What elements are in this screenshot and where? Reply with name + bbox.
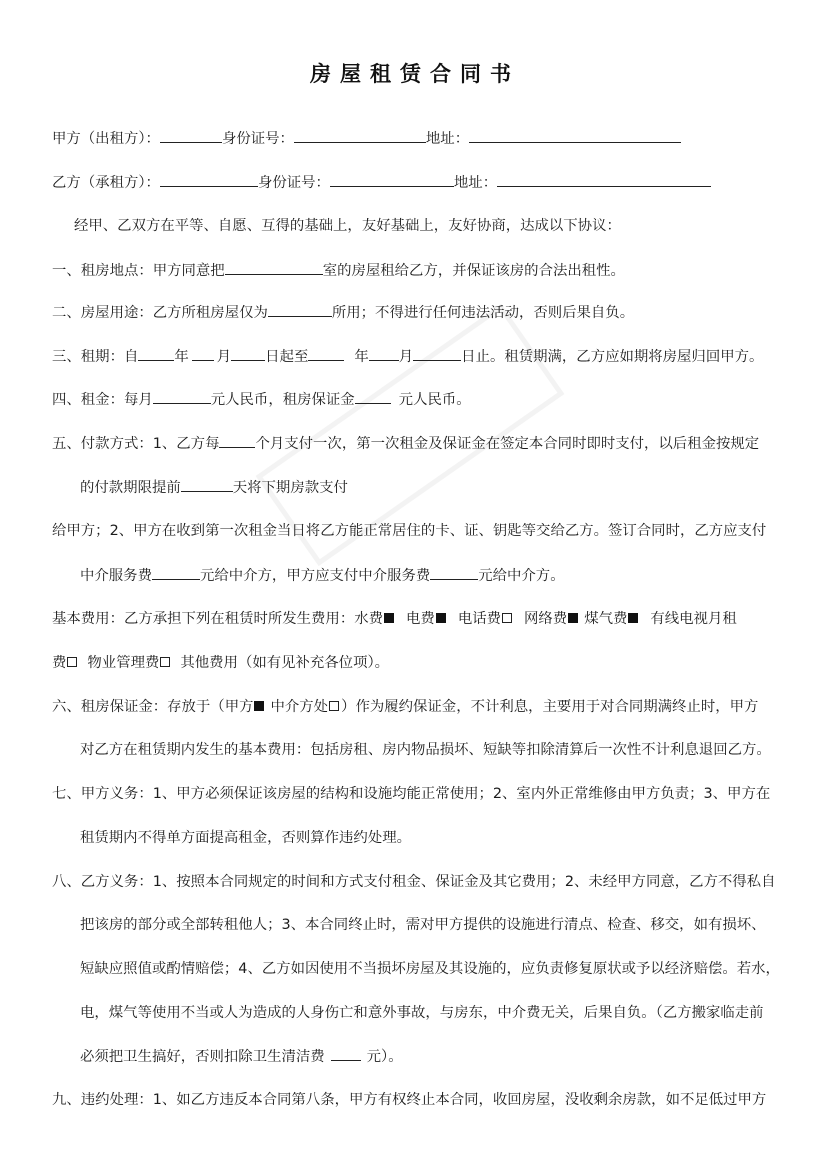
fee-phone-label: 电话费	[457, 611, 501, 627]
clause-5-text-f: 中介服务费	[80, 568, 152, 584]
pay-months-blank[interactable]	[219, 433, 255, 448]
party-b-line	[52, 172, 711, 193]
clause-5-text-h: 元给中介方。	[478, 568, 565, 584]
clause-2-text-a: 二、房屋用途：乙方所租房屋仅为	[52, 305, 268, 321]
party-b-name-blank[interactable]	[160, 172, 258, 187]
fee-net-label: 网络费	[524, 611, 568, 627]
fee-phone-checkbox[interactable]	[502, 613, 512, 623]
clause-7-line-2: 租赁期内不得单方面提高租金，否则算作违约处理。	[80, 830, 411, 846]
clause-8-text-e: 必须把卫生搞好，否则扣除卫生清洁费	[80, 1049, 325, 1065]
clause-5-line-4	[80, 565, 565, 586]
fee-gas-checkbox[interactable]	[628, 613, 638, 623]
tenant-agency-fee-blank[interactable]	[152, 565, 200, 580]
clause-7-line-1: 七、甲方义务：1、甲方必须保证该房屋的结构和设施均能正常使用；2、室内外正常维修由甲方负责；3、甲方在	[52, 786, 771, 802]
clause-3-month2: 月	[398, 349, 414, 365]
fee-gas-label: 煤气费	[584, 611, 628, 627]
end-day-blank[interactable]	[413, 346, 461, 361]
clause-6-line-1	[52, 697, 758, 717]
clause-8-text-f: 元）。	[366, 1049, 403, 1065]
fee-property-checkbox[interactable]	[160, 657, 170, 667]
fees-line-1	[52, 609, 737, 629]
clause-3-from: 日起至	[265, 349, 309, 365]
end-month-blank[interactable]	[369, 346, 399, 361]
clause-8-line-4: 电，煤气等使用不当或人为造成的人身伤亡和意外事故，与房东，中介费无关，后果自负。（乙方搬家临走前	[80, 1005, 764, 1021]
fee-power-checkbox[interactable]	[436, 613, 446, 623]
party-a-address-blank[interactable]	[469, 128, 681, 143]
fees-lead: 基本费用：乙方承担下列在租赁时所发生费用：	[52, 611, 355, 627]
party-a-label: 甲方（出租方）：	[52, 131, 160, 147]
clause-5-line-1	[52, 433, 759, 454]
rent-blank[interactable]	[153, 389, 211, 404]
fee-net-checkbox[interactable]	[568, 613, 578, 623]
clause-1-text-a: 一、租房地点：甲方同意把	[52, 263, 225, 279]
party-a-idcard-label: 身份证号：	[221, 131, 294, 147]
clause-2	[52, 302, 634, 323]
clause-1-room-blank[interactable]	[225, 260, 323, 275]
advance-days-blank[interactable]	[181, 477, 233, 492]
fees-line-2	[52, 653, 389, 673]
clause-5-text-a: 五、付款方式：1、乙方每	[52, 436, 220, 452]
clause-3-text-a: 三、租期：自	[52, 349, 139, 365]
party-a-address-label: 地址：	[425, 131, 470, 147]
fee-water-checkbox[interactable]	[384, 613, 394, 623]
clause-8-line-2: 把该房的部分或全部转租他人；3、本合同终止时，需对甲方提供的设施进行清点、检查、移交，如有损坏、	[80, 917, 766, 933]
fee-tv-checkbox[interactable]	[67, 657, 77, 667]
party-a-name-blank[interactable]	[160, 128, 222, 143]
clause-5-text-b: 个月支付一次，第一次租金及保证金在签定本合同时即时支付，以后租金按规定	[255, 436, 760, 452]
fee-tv-label-cont: 费	[52, 655, 67, 671]
clause-5-text-d: 天将下期房款支付	[232, 480, 348, 496]
clause-3-year: 年	[174, 349, 189, 365]
clause-4	[52, 389, 471, 410]
document-title: 房屋租赁合同书	[310, 62, 520, 86]
start-month-blank[interactable]	[192, 346, 214, 361]
start-year-blank[interactable]	[138, 346, 174, 361]
clause-3	[52, 346, 763, 367]
clause-8-line-3: 短缺应照值或酌情赔偿；4、乙方如因使用不当损坏房屋及其设施的，应负责修复原状或予以经济赔偿。若水，	[80, 961, 780, 977]
party-b-idcard-label: 身份证号：	[257, 175, 330, 191]
party-b-address-blank[interactable]	[497, 172, 711, 187]
clause-5-line-2	[80, 477, 348, 498]
landlord-agency-fee-blank[interactable]	[430, 565, 478, 580]
clause-6-line-2: 对乙方在租赁期内发生的基本费用：包括房租、房内物品损坏、短缺等扣除清算后一次性不计利息退回乙方。	[80, 742, 771, 758]
clause-9-line-1: 九、违约处理：1、如乙方违反本合同第八条，甲方有权终止本合同，收回房屋，没收剩余房款，如不足低过甲方	[52, 1092, 767, 1108]
clause-4-text-a: 四、租金：每月	[52, 392, 153, 408]
cleaning-fee-blank[interactable]	[331, 1046, 361, 1061]
clause-3-end: 日止。租赁期满，乙方应如期将房屋归回甲方。	[461, 349, 764, 365]
start-day-blank[interactable]	[231, 346, 265, 361]
clause-2-text-b: 所用；不得进行任何违法活动，否则后果自负。	[331, 305, 635, 321]
deposit-landlord-checkbox[interactable]	[254, 701, 264, 711]
clause-8-line-5	[80, 1046, 403, 1067]
party-a-idcard-blank[interactable]	[294, 128, 426, 143]
party-b-label: 乙方（承租方）：	[52, 175, 160, 191]
clause-5-text-c: 的付款期限提前	[80, 480, 181, 496]
fee-property-label: 物业管理费	[87, 655, 160, 671]
fee-tv-label: 有线电视月租	[650, 611, 737, 627]
intro-text: 经甲、乙双方在平等、自愿、互得的基础上，友好基础上，友好协商，达成以下协议：	[74, 218, 621, 234]
clause-3-year2: 年	[354, 349, 369, 365]
clause-3-month: 月	[216, 349, 232, 365]
deposit-agency-checkbox[interactable]	[329, 701, 339, 711]
fee-water-label: 水费	[354, 611, 384, 627]
end-year-blank[interactable]	[308, 346, 344, 361]
clause-5-line-3: 给甲方；2、甲方在收到第一次租金当日将乙方能正常居住的卡、证、钥匙等交给乙方。签订合同时，乙方应支付	[52, 523, 767, 539]
fee-power-label: 电费	[406, 611, 435, 627]
party-b-address-label: 地址：	[453, 175, 498, 191]
clause-6-text-a: 六、租房保证金：存放于（甲方	[52, 699, 254, 715]
clause-4-text-c: 元人民币。	[398, 392, 471, 408]
clause-8-line-1: 八、乙方义务：1、按照本合同规定的时间和方式支付租金、保证金及其它费用；2、未经甲方同意，乙方不得私自	[52, 874, 776, 890]
clause-6-text-b: 中介方处	[270, 699, 329, 715]
deposit-blank[interactable]	[355, 389, 391, 404]
clause-1	[52, 260, 625, 281]
party-b-idcard-blank[interactable]	[330, 172, 454, 187]
party-a-line	[52, 128, 681, 149]
clause-2-use-blank[interactable]	[268, 302, 332, 317]
clause-5-text-g: 元给中介方，甲方应支付中介服务费	[199, 568, 431, 584]
clause-6-text-c: ）作为履约保证金，不计利息，主要用于对合同期满终止时，甲方	[341, 699, 759, 715]
fee-other-label: 其他费用（如有见补充各位项）。	[180, 655, 390, 671]
clause-1-text-b: 室的房屋租给乙方，并保证该房的合法出租性。	[322, 263, 625, 279]
clause-4-text-b: 元人民币，租房保证金	[210, 392, 355, 408]
